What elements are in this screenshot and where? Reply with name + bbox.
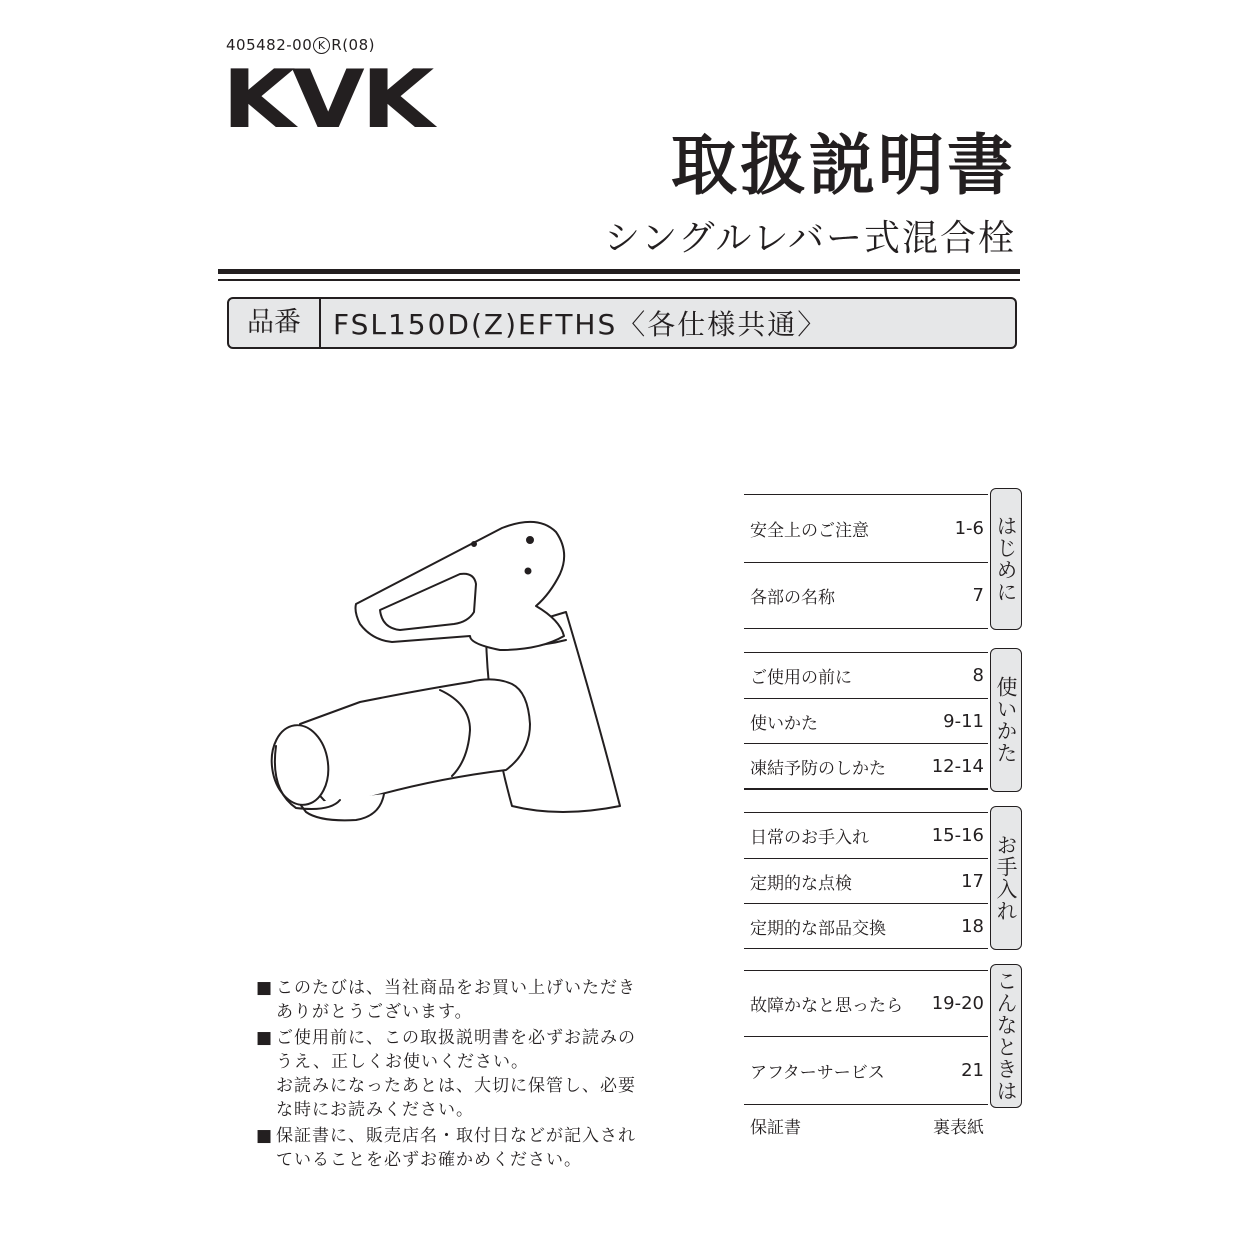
note-item: ■ このたびは、当社商品をお買い上げいただき ありがとうございます。 xyxy=(256,978,636,1022)
section-tab[interactable]: はじめに xyxy=(990,488,1022,630)
toc-item-guarantee[interactable] xyxy=(744,1104,988,1138)
section-tab[interactable]: 使いかた xyxy=(990,648,1022,792)
intro-notes xyxy=(256,976,686,1174)
k-mark: K xyxy=(313,37,330,54)
model-label: 品番 xyxy=(229,299,321,347)
guarantee-page: 裏表紙 xyxy=(933,1118,984,1138)
model-number: FSL150D(Z)EFTHS〈各仕様共通〉 xyxy=(333,308,828,341)
bullet: ■ xyxy=(256,1028,274,1048)
toc-item[interactable]: 定期的な点検 17 xyxy=(744,858,988,903)
brand-logo: KVK xyxy=(222,53,431,146)
note-item: ■ ご使用前に、この取扱説明書を必ずお読みの うえ、正しくお使いください。 お読みになったあとは、大切に保管し、必要 な時にお読みください。 xyxy=(256,1028,636,1120)
section-tab[interactable]: こんなときは xyxy=(990,964,1022,1108)
faucet-illustration xyxy=(260,500,640,850)
toc-item[interactable]: 日常のお手入れ 15-16 xyxy=(744,812,988,858)
section-tab[interactable]: お手入れ xyxy=(990,806,1022,950)
toc-item[interactable]: 定期的な部品交換 18 xyxy=(744,903,988,948)
note-item: ■ 保証書に、販売店名・取付日などが記入され ていることを必ずお確かめください。 xyxy=(256,1126,636,1170)
toc-item[interactable]: 故障かなと思ったら 19-20 xyxy=(744,970,988,1036)
toc-item[interactable]: ご使用の前に 8 xyxy=(744,652,988,698)
toc-item[interactable]: アフターサービス 21 xyxy=(744,1036,988,1104)
title-rule-thick xyxy=(218,269,1020,274)
bullet: ■ xyxy=(256,1126,274,1146)
toc-item[interactable]: 使いかた 9-11 xyxy=(744,698,988,743)
document-subtitle: シングルレバー式混合栓 xyxy=(604,218,1016,259)
document-title: 取扱説明書 xyxy=(671,127,1016,204)
model-number-box xyxy=(227,297,1017,349)
document-code: 405482-00 K R(08) xyxy=(226,36,375,54)
bullet: ■ xyxy=(256,978,274,998)
guarantee-label: 保証書 xyxy=(750,1118,801,1138)
toc-item[interactable]: 凍結予防のしかた 12-14 xyxy=(744,743,988,788)
toc-item[interactable]: 各部の名称 7 xyxy=(744,562,988,628)
toc-item[interactable]: 安全上のご注意 1-6 xyxy=(744,494,988,562)
title-rule-thin xyxy=(218,279,1020,281)
faucet-spout xyxy=(300,679,530,806)
